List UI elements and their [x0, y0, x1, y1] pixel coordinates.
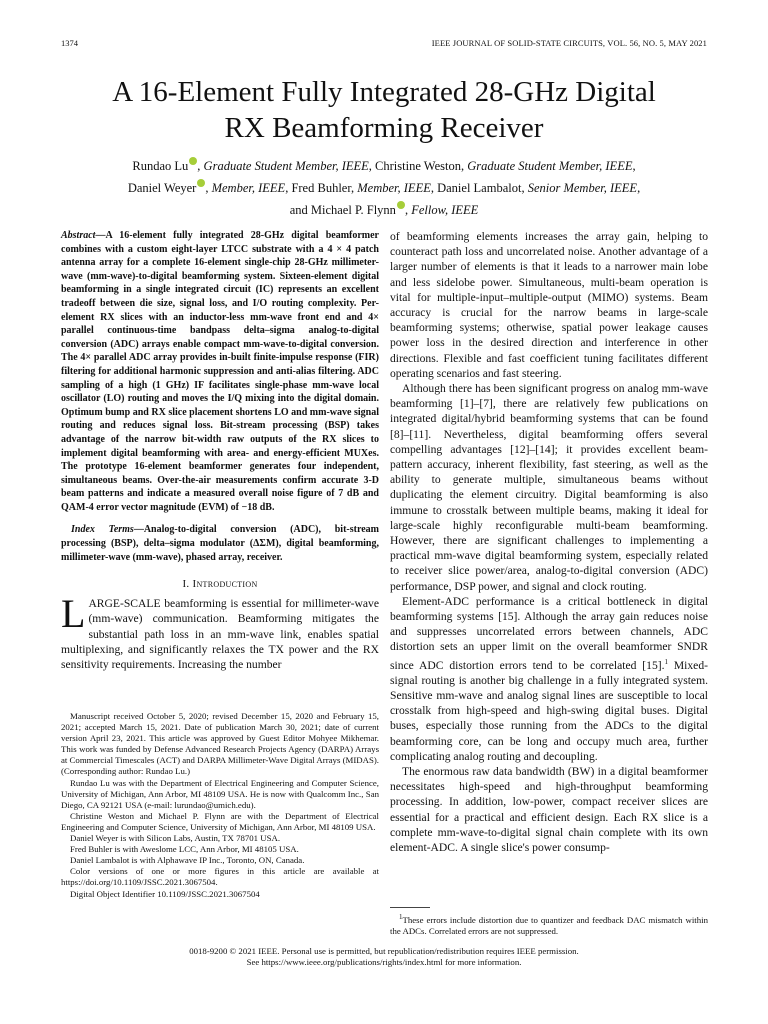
- copyright-line-1: 0018-9200 © 2021 IEEE. Personal use is permitted, but republication/redistribution requires IEEE permission.: [189, 946, 579, 956]
- intro-text: beamforming is essential for millimeter-wave (mm-wave) communication. Beamforming mitigates the substantial path loss in an mm-wave link, enables spatial multiplexing, and significantly relaxes the TX power and the RX sensitivity requirements. Increasing the number: [61, 597, 379, 672]
- index-terms: [61, 523, 379, 564]
- author-line-2: Daniel Weyer , Member, IEEE, Fred Buhler, Member, IEEE, Daniel Lambalot, Senior Member, IEEE,: [127, 181, 641, 195]
- author-name: Daniel Weyer: [127, 181, 197, 195]
- section-number: I.: [182, 578, 193, 591]
- body-text: Mixed-signal routing is another big challenge in a fully integrated system. Sensitive mm-wave and analog signal lines are susceptible to local crosstalk from high-speed and high-swing digital buses. Digital buses, especially those running from the ADCs to the digital beamforming core, can be long and occupy much area, further complicating analog routing and decoupling.: [390, 658, 708, 763]
- orcid-icon[interactable]: [397, 201, 405, 209]
- footnote-right: [390, 912, 708, 937]
- title-line-2: RX Beamforming Receiver: [224, 112, 544, 144]
- section-title: Introduction: [192, 578, 258, 591]
- index-terms-text: —Analog-to-digital conversion (ADC), bit-stream processing (BSP), delta–sigma modulator (ΔΣM), digital beamforming, millimeter-wave (mm-wave), phased array, receiver.: [61, 524, 379, 563]
- author-role: Graduate Student Member, IEEE: [467, 159, 633, 173]
- paper-title: [40, 74, 728, 146]
- abstract: [61, 229, 379, 514]
- title-line-1: A 16-Element Fully Integrated 28-GHz Digital: [112, 76, 656, 108]
- copyright-line-2: See https://www.ieee.org/publications/rights/index.html for more information.: [246, 957, 522, 968]
- body-text: Element-ADC performance is a critical bottleneck in digital beamforming systems [15]. Although the array gain reduces noise and suppresses uncorrelated errors between channels, ADC distortion sets an upper limit on the overall beamformer SNDR since ADC distortion errors tend to be correlated [15].: [390, 594, 708, 672]
- copyright-notice: [61, 946, 707, 968]
- footnotes-left: [61, 711, 379, 900]
- journal-header: IEEE JOURNAL OF SOLID-STATE CIRCUITS, VOL. 56, NO. 5, MAY 2021: [431, 38, 707, 48]
- index-terms-lead: Index Terms: [71, 524, 134, 536]
- body-paragraph: The enormous raw data bandwidth (BW) in a digital beamformer necessitates high-speed and high-throughput beamforming processing. In addition, low-power, compact receiver slices are essential for a practical and efficient design. Each RX slice is a complete mm-wave-to-digital signal chain complete with its own element-ADC. A single slice's power consump-: [390, 764, 708, 854]
- author-line-3: and Michael P. Flynn , Fellow, IEEE: [289, 203, 479, 217]
- footnote-marker[interactable]: 1: [664, 657, 668, 666]
- footnote-affiliation: Christine Weston and Michael P. Flynn are with the Department of Electrical Engineering and Computer Science, University of Michigan, Ann Arbor, MI 48109 USA.: [61, 810, 379, 832]
- author-role: Fellow, IEEE: [411, 203, 479, 217]
- author-role: Member, IEEE: [211, 181, 286, 195]
- body-paragraph: [390, 594, 708, 764]
- orcid-icon[interactable]: [197, 179, 205, 187]
- intro-caps: ARGE-SCALE: [88, 597, 161, 611]
- author-list: [61, 155, 707, 221]
- author-role: Member, IEEE: [357, 181, 431, 195]
- footnote-affiliation: Daniel Lambalot is with Alphawave IP Inc., Toronto, ON, Canada.: [70, 855, 305, 866]
- author-role: Senior Member, IEEE: [527, 181, 638, 195]
- footnote-text: These errors include distortion due to quantizer and feedback DAC mismatch within the ADCs. Correlated errors are not suppressed.: [390, 914, 708, 937]
- footnote-manuscript: Manuscript received October 5, 2020; revised December 15, 2020 and February 15, 2021; accepted March 15, 2021. Date of publication March 30, 2021; date of current version April 23, 2021. This article was approved by Guest Editor Mohyee Mikhemar. This work was funded by Defense Advanced Research Projects Agency (DARPA) Arrays at Commercial Timescales (ACT) and DARPA Millimeter-Wave Digital Arrays (MIDAS). (Corresponding author: Rundao Lu.): [61, 711, 379, 777]
- footnote-affiliation: Daniel Weyer is with Silicon Labs, Austin, TX 78701 USA.: [70, 833, 281, 844]
- drop-cap: L: [61, 591, 86, 637]
- abstract-text: —A 16-element fully integrated 28-GHz digital beamformer combines with a custom eight-layer LTCC substrate with a 4 × 4 patch antenna array for a complete 16-element single-chip 28-GHz millimeter-wave (mm-wave)-to-digital beamforming system. Sixteen-element digital beamforming in a single integrated circuit (IC) represents an excellent tradeoff between die size, signal loss, and I/O routing complexity. Per-element RX slices with an inductor-less mm-wave front end and 4× parallel continuous-time bandpass delta–sigma analog-to-digital conversion (ADC) arrays enable compact mm-wave-to-digital conversion. The 4× parallel ADC array provides in-built finite-impulse response (FIR) filtering for additional harmonic suppression and anti-alias filtering. ADC sampling of a high (1 GHz) IF facilitates single-phase mm-wave local oscillator (LO) routing and moves the I/Q mixing into the digital domain. Optimum bump and RX slice placement shortens LO and mm-wave signal routing and reduces signal loss. Bit-stream processing (BSP) takes advantage of the narrow bit-width raw outputs of the RX slices to implement digital beamforming with area- and energy-efficient MUXes. The prototype 16-element beamformer generates four independent, simultaneous beams. Over-the-air measurements confirm accurate 3-D beam patterns and indicate a measured overall noise figure of 7 dB and QAM-4 error vector magnitude (EVM) of −18 dB.: [61, 230, 379, 513]
- footnote-divider: [390, 907, 430, 908]
- footnote-color-versions: Color versions of one or more figures in this article are available at https://doi.org/10.1109/JSSC.2021.3067504.: [61, 866, 379, 888]
- author-name: and Michael P. Flynn: [289, 203, 396, 217]
- author-name: Daniel Lambalot: [437, 181, 522, 195]
- author-name: Christine Weston: [375, 159, 461, 173]
- footnote-doi: Digital Object Identifier 10.1109/JSSC.2021.3067504: [70, 888, 260, 899]
- footnote-number: 1: [399, 913, 403, 921]
- abstract-lead: Abstract: [61, 230, 96, 241]
- page-number: 1374: [61, 38, 78, 48]
- intro-paragraph: [61, 591, 379, 672]
- section-heading: [61, 578, 379, 590]
- body-paragraph: of beamforming elements increases the array gain, helping to counteract path loss and uncorrelated noise. Another advantage of a larger number of elements is that it leads to a narrower main lobe and less sidelobe power. Simultaneous, multi-beam operation is vital for multiple-input–multiple-output (MIMO) systems. Beam accuracy is crucial for the narrow beams in large-scale beamforming systems; otherwise, spatial power leakage causes power loss in the desired direction and interference in other directions. Flexible and fast coefficient tuning facilitates different operating scenarios and fast steering.: [390, 230, 708, 380]
- body-paragraph: Although there has been significant progress on analog mm-wave beamforming [1]–[7], there are relatively few publications on integrated digital/hybrid beamforming systems that can be found [8]–[11]. Nevertheless, digital beamforming offers several compelling advantages [12]–[14]; it provides excellent beam-pattern accuracy, inherent flexibility, fast steering, as well as the ability to generate multiple, simultaneous beams without duplicating the element circuitry. Digital beamforming is also immune to crosstalk between multiple beams, making it ideal for large-scale highly reconfigurable multi-beam beamforming. However, there are significant challenges to implementing a practical mm-wave digital beamforming system, especially related to receiver slice power/area, analog-to-digital conversion (ADC) performance, DSP power, and signal and clock routing.: [390, 382, 708, 593]
- author-name: Fred Buhler: [291, 181, 351, 195]
- right-column: [390, 229, 708, 855]
- footnote-affiliation: Fred Buhler is with Aweslome LCC, Ann Arbor, MI 48105 USA.: [70, 844, 299, 855]
- left-column: [61, 229, 379, 672]
- footnote-affiliation: Rundao Lu was with the Department of Electrical Engineering and Computer Science, University of Michigan, Ann Arbor, MI 48109 USA. He is now with Qualcomm Inc., San Diego, CA 92121 USA (e-mail: lurundao@umich.edu).: [61, 777, 379, 810]
- author-line-1: Rundao Lu , Graduate Student Member, IEEE, Christine Weston, Graduate Student Member, IEEE,: [132, 159, 636, 173]
- author-name: Rundao Lu: [132, 159, 189, 173]
- author-role: Graduate Student Member, IEEE: [203, 159, 369, 173]
- orcid-icon[interactable]: [189, 157, 197, 165]
